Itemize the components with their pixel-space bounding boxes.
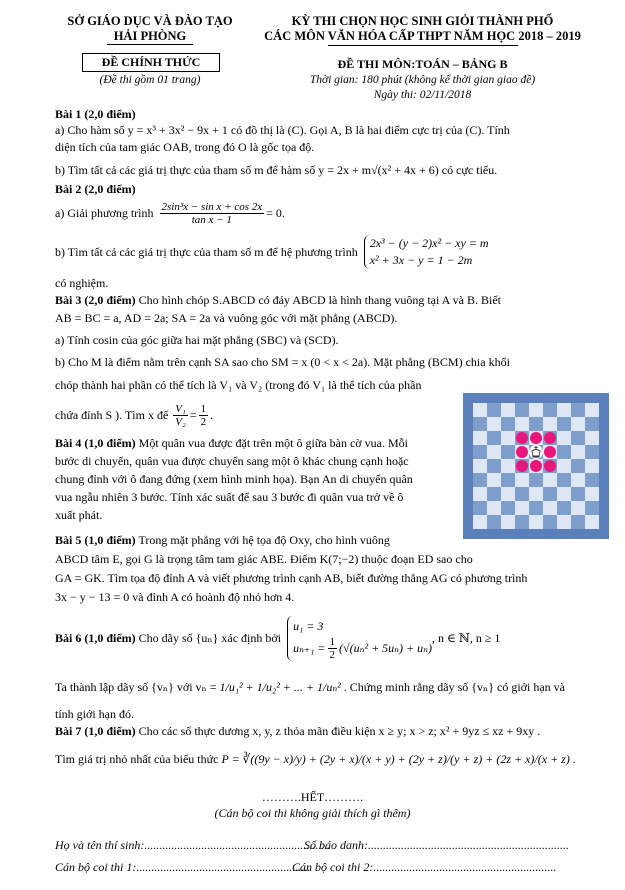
board-square [557, 515, 571, 529]
dept-line2: HẢI PHÒNG [113, 29, 187, 43]
b2-a-fraction [160, 201, 265, 226]
b2-system-eq1: 2x³ − (y − 2)x² − xy = m [369, 236, 489, 250]
b3-volume-ratio [173, 403, 188, 428]
board-square [529, 417, 543, 431]
board-square [571, 501, 585, 515]
board-square [543, 501, 557, 515]
proctor2-field: Cán bộ coi thi 2:............................................................. [292, 860, 557, 874]
board-square [543, 515, 557, 529]
b7-line1 [55, 724, 540, 738]
board-square [585, 459, 599, 473]
b4-line2: bước di chuyển, quân vua được chuyển sang một ô khác chung cạnh hoặc [55, 454, 409, 468]
b6-v-terms: 1/u₁² + 1/u₂² + ... + 1/uₙ² [219, 680, 341, 694]
b3-text1: Cho hình chóp S.ABCD có đáy ABCD là hình thang vuông tại A và B. Biết [138, 293, 501, 307]
b2-title: Bài 2 (2,0 điểm) [55, 182, 136, 196]
board-square [571, 515, 585, 529]
b7-line2 [55, 752, 576, 766]
b6-line3: tính giới hạn đó. [55, 707, 135, 721]
b6-system [287, 616, 432, 661]
board-square [529, 515, 543, 529]
b4-line1 [55, 436, 408, 450]
b3-a: a) Tính cosin của góc giữa hai mặt phẳng (SBC) và (SCD). [55, 333, 339, 347]
b6-half-num: 1 [329, 635, 336, 648]
board-square [571, 417, 585, 431]
exam-line1: KỲ THI CHỌN HỌC SINH GIỎI THÀNH PHỐ [291, 14, 554, 28]
b3-b3-pre: chứa đỉnh S ). Tìm x để [55, 408, 169, 422]
exam-line2: CÁC MÔN VĂN HÓA CẤP THPT NĂM HỌC 2018 – 2019 [264, 29, 581, 43]
board-square [473, 403, 487, 417]
move-dot-icon [544, 460, 556, 472]
b3-half [199, 403, 209, 428]
b5-line2: ABCD tâm E, gọi G là trọng tâm tam giác ABE. Điểm K(7;−2) thuộc đoạn ED sao cho [55, 552, 473, 566]
b3-eq: = [189, 408, 197, 422]
board-square [515, 403, 529, 417]
move-dot-icon [516, 446, 528, 458]
b7-expression: P = ∛((9y − x)/y) + (2y + x)/(x + y) + (2y + z)/(y + z) + (2z + x)/(x + z) . [221, 752, 576, 766]
board-square [487, 459, 501, 473]
board-square [501, 473, 515, 487]
b3-b-line2: chóp thành hai phần có thể tích là V₁ và V₂ (trong đó V₁ là thể tích của phần [55, 378, 422, 392]
header-underline [107, 44, 193, 45]
b6-title: Bài 6 (1,0 điểm) [55, 631, 136, 645]
board-square [557, 403, 571, 417]
b4-line3: chung đỉnh với ô đang đứng (xem hình minh họa). Bạn An di chuyển quân [55, 472, 413, 486]
board-square [473, 487, 487, 501]
board-square [529, 487, 543, 501]
board-square [585, 431, 599, 445]
b3-line1 [55, 293, 501, 307]
move-dot-icon [544, 432, 556, 444]
board-square [487, 417, 501, 431]
board-square [515, 487, 529, 501]
board-square [571, 473, 585, 487]
board-square [487, 501, 501, 515]
b6-eq2-half [328, 636, 338, 661]
subject-title: ĐỀ THI MÔN:TOÁN – BẢNG B [337, 57, 508, 71]
board-square [557, 487, 571, 501]
b6-l2-post: . Chứng minh rằng dãy số {vₙ} có giới hạn và [343, 680, 565, 694]
b6-system-eq2 [293, 636, 432, 661]
b6-eq2-pre: uₙ₊₁ = [293, 641, 326, 655]
board-square [543, 487, 557, 501]
b3-line2: AB = BC = a, AD = 2a; SA = 2a và vuông góc với mặt phẳng (ABCD). [55, 311, 398, 325]
b7-title: Bài 7 (1,0 điểm) [55, 724, 136, 738]
board-square [571, 459, 585, 473]
b5-line3: GA = GK. Tìm tọa độ đỉnh A và viết phương trình cạnh AB, biết đường thẳng AG có phương trình [55, 571, 528, 585]
move-dot-icon [516, 460, 528, 472]
board-square [571, 431, 585, 445]
board-square [557, 431, 571, 445]
b6-system-eq1: u₁ = 3 [293, 618, 324, 633]
b7-l2-pre: Tìm giá trị nhỏ nhất của biểu thức [55, 752, 219, 766]
board-square [487, 515, 501, 529]
b2-b-pre: b) Tìm tất cả các giá trị thực của tham số m để hệ phương trình [55, 245, 358, 259]
board-square [585, 515, 599, 529]
king-icon-glyph [529, 445, 543, 459]
exam-underline [328, 45, 518, 46]
b3-half-den: 2 [200, 415, 207, 428]
b2-a-denominator: tan x − 1 [191, 213, 232, 226]
board-square [529, 501, 543, 515]
board-square [501, 459, 515, 473]
move-dot-icon [530, 460, 542, 472]
b3-end: . [210, 408, 214, 422]
b6-l2-pre: Ta thành lập dãy số {vₙ} với vₙ = [55, 680, 217, 694]
proctor1-field: Cán bộ coi thi 1:.......................................................... [55, 860, 311, 874]
board-square [585, 473, 599, 487]
b5-text1: Trong mặt phẳng với hệ tọa độ Oxy, cho hình vuông [138, 533, 390, 547]
board-square [571, 487, 585, 501]
b1-title: Bài 1 (2,0 điểm) [55, 107, 136, 121]
board-square [557, 459, 571, 473]
board-square [473, 445, 487, 459]
b1-a-line2: diện tích của tam giác OAB, trong đó O là gốc tọa độ. [55, 140, 315, 154]
exam-date: Ngày thi: 02/11/2018 [373, 89, 472, 101]
board-square [585, 487, 599, 501]
b6-condition: , n ∈ ℕ, n ≥ 1 [431, 631, 501, 645]
chessboard-figure [463, 393, 609, 539]
exam-time: Thời gian: 180 phút (không kể thời gian giao đề) [309, 74, 536, 86]
board-square [515, 417, 529, 431]
b4-line5: xuất phát. [55, 508, 103, 522]
b6-half-den: 2 [329, 648, 336, 661]
board-square [501, 403, 515, 417]
board-square [501, 431, 515, 445]
move-dot-icon [530, 432, 542, 444]
move-dot-icon [544, 446, 556, 458]
b3-ratio-den: V₂ [175, 415, 186, 428]
end-marker: ……….HẾT………. [261, 790, 364, 804]
b3-half-num: 1 [200, 402, 207, 415]
board-square [501, 487, 515, 501]
board-square [585, 445, 599, 459]
b5-title: Bài 5 (1,0 điểm) [55, 533, 136, 547]
board-square [557, 473, 571, 487]
pages-note: (Đề thi gồm 01 trang) [99, 74, 201, 86]
board-square [585, 417, 599, 431]
proctor-note: (Cán bộ coi thi không giải thích gì thêm) [214, 806, 411, 820]
board-square [515, 515, 529, 529]
board-square [473, 417, 487, 431]
board-square [515, 473, 529, 487]
b6-line2 [55, 680, 565, 694]
b1-b: b) Tìm tất cả các giá trị thực của tham số m để hàm số y = 2x + m√(x² + 4x + 6) có cực tiểu. [55, 163, 498, 177]
dept-line1: SỞ GIÁO DỤC VÀ ĐÀO TẠO [67, 14, 233, 28]
b6-line1 [55, 613, 500, 663]
board-square [557, 417, 571, 431]
b5-line4: 3x − y − 13 = 0 và đỉnh A có hoành độ nhỏ hơn 4. [55, 590, 295, 604]
board-square [501, 501, 515, 515]
board-square [473, 515, 487, 529]
b6-eq2-post: (√(uₙ² + 5uₙ) + uₙ) [339, 641, 432, 655]
board-square [473, 459, 487, 473]
board-square [585, 403, 599, 417]
board-square [571, 403, 585, 417]
b3-b-line1: b) Cho M là điểm nằm trên cạnh SA sao cho SM = x (0 < x < 2a). Mặt phẳng (BCM) chia khối [55, 355, 510, 369]
board-square [557, 501, 571, 515]
board-square [585, 501, 599, 515]
board-square [487, 487, 501, 501]
board-square [487, 431, 501, 445]
b3-ratio-num: V₁ [175, 402, 186, 415]
board-square [529, 403, 543, 417]
b2-a-pre: a) Giải phương trình [55, 206, 154, 220]
board-square [487, 473, 501, 487]
board-square [473, 501, 487, 515]
b6-pre: Cho dãy số {uₙ} xác định bởi [138, 631, 282, 645]
board-square [473, 431, 487, 445]
board-square [487, 403, 501, 417]
official-label: ĐỀ CHÍNH THỨC [82, 53, 220, 72]
board-square [543, 403, 557, 417]
board-square [473, 473, 487, 487]
b2-b-end: có nghiệm. [55, 276, 109, 290]
board-square [487, 445, 501, 459]
b4-title: Bài 4 (1,0 điểm) [55, 436, 136, 450]
b2-system [364, 235, 489, 269]
move-dot-icon [516, 432, 528, 444]
b3-b-line3 [55, 400, 213, 430]
b5-line1 [55, 533, 390, 547]
king-icon [529, 445, 543, 459]
b4-line4: vua ngẫu nhiên 3 bước. Tính xác suất để sau 3 bước đi quân vua trở về ô [55, 490, 404, 504]
board-square [571, 445, 585, 459]
b4-text1: Một quân vua được đặt trên một ô giữa bàn cờ vua. Mỗi [138, 436, 408, 450]
b3-title: Bài 3 (2,0 điểm) [55, 293, 136, 307]
candidate-name-field: Họ và tên thí sinh:.............................................................. [55, 838, 331, 852]
candidate-number-field: Số báo danh:................................................................... [304, 838, 569, 852]
b2-a-post: = 0. [266, 206, 285, 220]
board-square [501, 515, 515, 529]
board-square [543, 417, 557, 431]
b1-a-line1: a) Cho hàm số y = x³ + 3x² − 9x + 1 có đồ thị là (C). Gọi A, B là hai điểm cực trị của (C). Tính [55, 123, 510, 137]
b2-system-eq2: x² + 3x − y = 1 − 2m [369, 253, 473, 267]
b2-a-numerator: 2sin³x − sin x + cos 2x [161, 200, 263, 213]
board-square [543, 473, 557, 487]
board-square [557, 445, 571, 459]
b7-text1: Cho các số thực dương x, y, z thỏa mãn điều kiện x ≥ y; x > z; x² + 9yz ≤ xz + 9xy . [138, 724, 541, 738]
board-square [501, 417, 515, 431]
b2-a [55, 199, 285, 227]
board-square [515, 501, 529, 515]
b2-b [55, 232, 489, 272]
board-square [501, 445, 515, 459]
board-square [529, 473, 543, 487]
